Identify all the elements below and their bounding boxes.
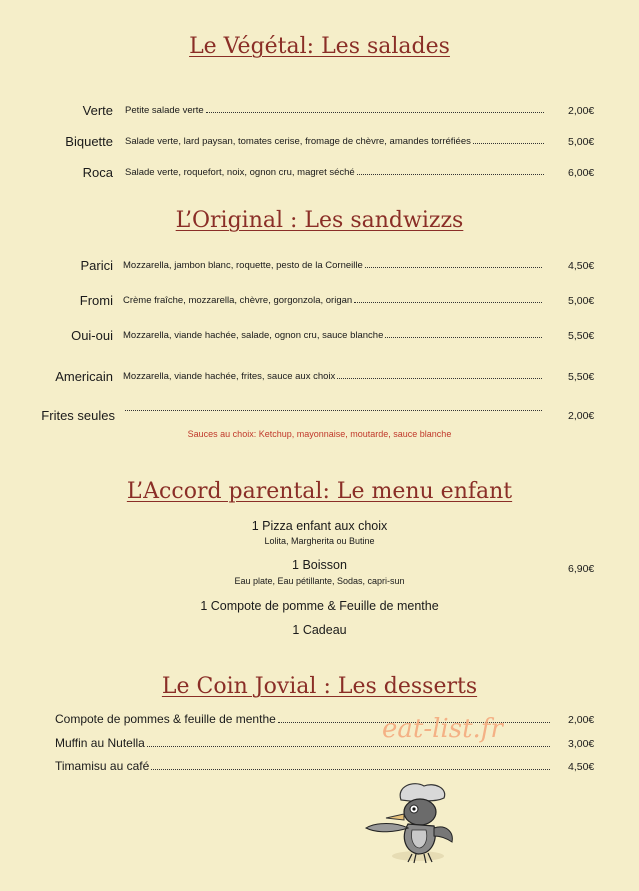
- item-price: 2,00€: [568, 105, 595, 117]
- item-price: 2,00€: [568, 410, 595, 422]
- item-price: 5,50€: [568, 371, 595, 383]
- item-price: 4,50€: [568, 761, 595, 773]
- menu-item: [0, 293, 639, 311]
- item-price: 5,00€: [568, 136, 595, 148]
- menu-item: [0, 165, 639, 183]
- item-desc: Salade verte, roquefort, noix, ognon cru, magret séché: [125, 167, 545, 178]
- item-desc: Mozzarella, viande hachée, frites, sauce aux choix: [123, 371, 543, 382]
- kid-dessert: 1 Compote de pomme & Feuille de menthe: [200, 599, 439, 613]
- menu-item: [0, 369, 639, 387]
- kid-pizza: 1 Pizza enfant aux choix: [251, 519, 388, 533]
- kid-pizza-options: Lolita, Margherita ou Butine: [264, 536, 375, 546]
- item-name: Parici: [80, 258, 113, 273]
- section-title-sandwizzs: L’Original : Les sandwizzs: [175, 208, 464, 233]
- section-title-desserts: Le Coin Jovial : Les desserts: [161, 674, 478, 699]
- kid-drink: 1 Boisson: [292, 558, 347, 572]
- dessert-item: [55, 759, 552, 777]
- item-price: 5,50€: [568, 330, 595, 342]
- item-price: 6,00€: [568, 167, 595, 179]
- item-price: 2,00€: [568, 714, 595, 726]
- section-title-salades: Le Végétal: Les salades: [189, 34, 450, 59]
- kid-drink-options: Eau plate, Eau pétillante, Sodas, capri-sun: [234, 576, 405, 586]
- item-desc: Salade verte, lard paysan, tomates cerise, fromage de chèvre, amandes torréfiées: [125, 136, 545, 147]
- menu-item: [0, 408, 639, 426]
- menu-item: [0, 134, 639, 152]
- sauces-note: Sauces au choix: Ketchup, mayonnaise, moutarde, sauce blanche: [187, 429, 452, 439]
- item-price: 5,00€: [568, 295, 595, 307]
- item-name: Compote de pommes & feuille de menthe: [55, 712, 276, 726]
- item-name: Biquette: [65, 134, 113, 149]
- kid-gift: 1 Cadeau: [292, 623, 347, 637]
- item-name: Americain: [55, 369, 113, 384]
- item-desc: Crème fraîche, mozzarella, chèvre, gorgonzola, origan: [123, 295, 543, 306]
- menu-item: [0, 103, 639, 121]
- item-price: 3,00€: [568, 738, 595, 750]
- item-desc: Mozzarella, jambon blanc, roquette, pesto de la Corneille: [123, 260, 543, 271]
- item-name: Muffin au Nutella: [55, 736, 145, 750]
- item-name: Verte: [82, 103, 113, 118]
- item-name: Frites seules: [41, 408, 115, 423]
- kid-menu-price: 6,90€: [568, 563, 595, 575]
- item-desc: Petite salade verte: [125, 105, 545, 116]
- item-price: 4,50€: [568, 260, 595, 272]
- item-name: Timamisu au café: [55, 759, 150, 773]
- crow-mascot-icon: [356, 778, 466, 868]
- menu-item: [0, 258, 639, 276]
- item-desc: [123, 410, 543, 414]
- item-name: Oui-oui: [71, 328, 113, 343]
- item-name: Roca: [82, 165, 113, 180]
- section-title-enfant: L’Accord parental: Le menu enfant: [126, 479, 513, 504]
- watermark: eat-list.fr: [382, 714, 503, 744]
- menu-item: [0, 328, 639, 346]
- item-desc: Mozzarella, viande hachée, salade, ognon cru, sauce blanche: [123, 330, 543, 341]
- item-name: Fromi: [79, 293, 113, 308]
